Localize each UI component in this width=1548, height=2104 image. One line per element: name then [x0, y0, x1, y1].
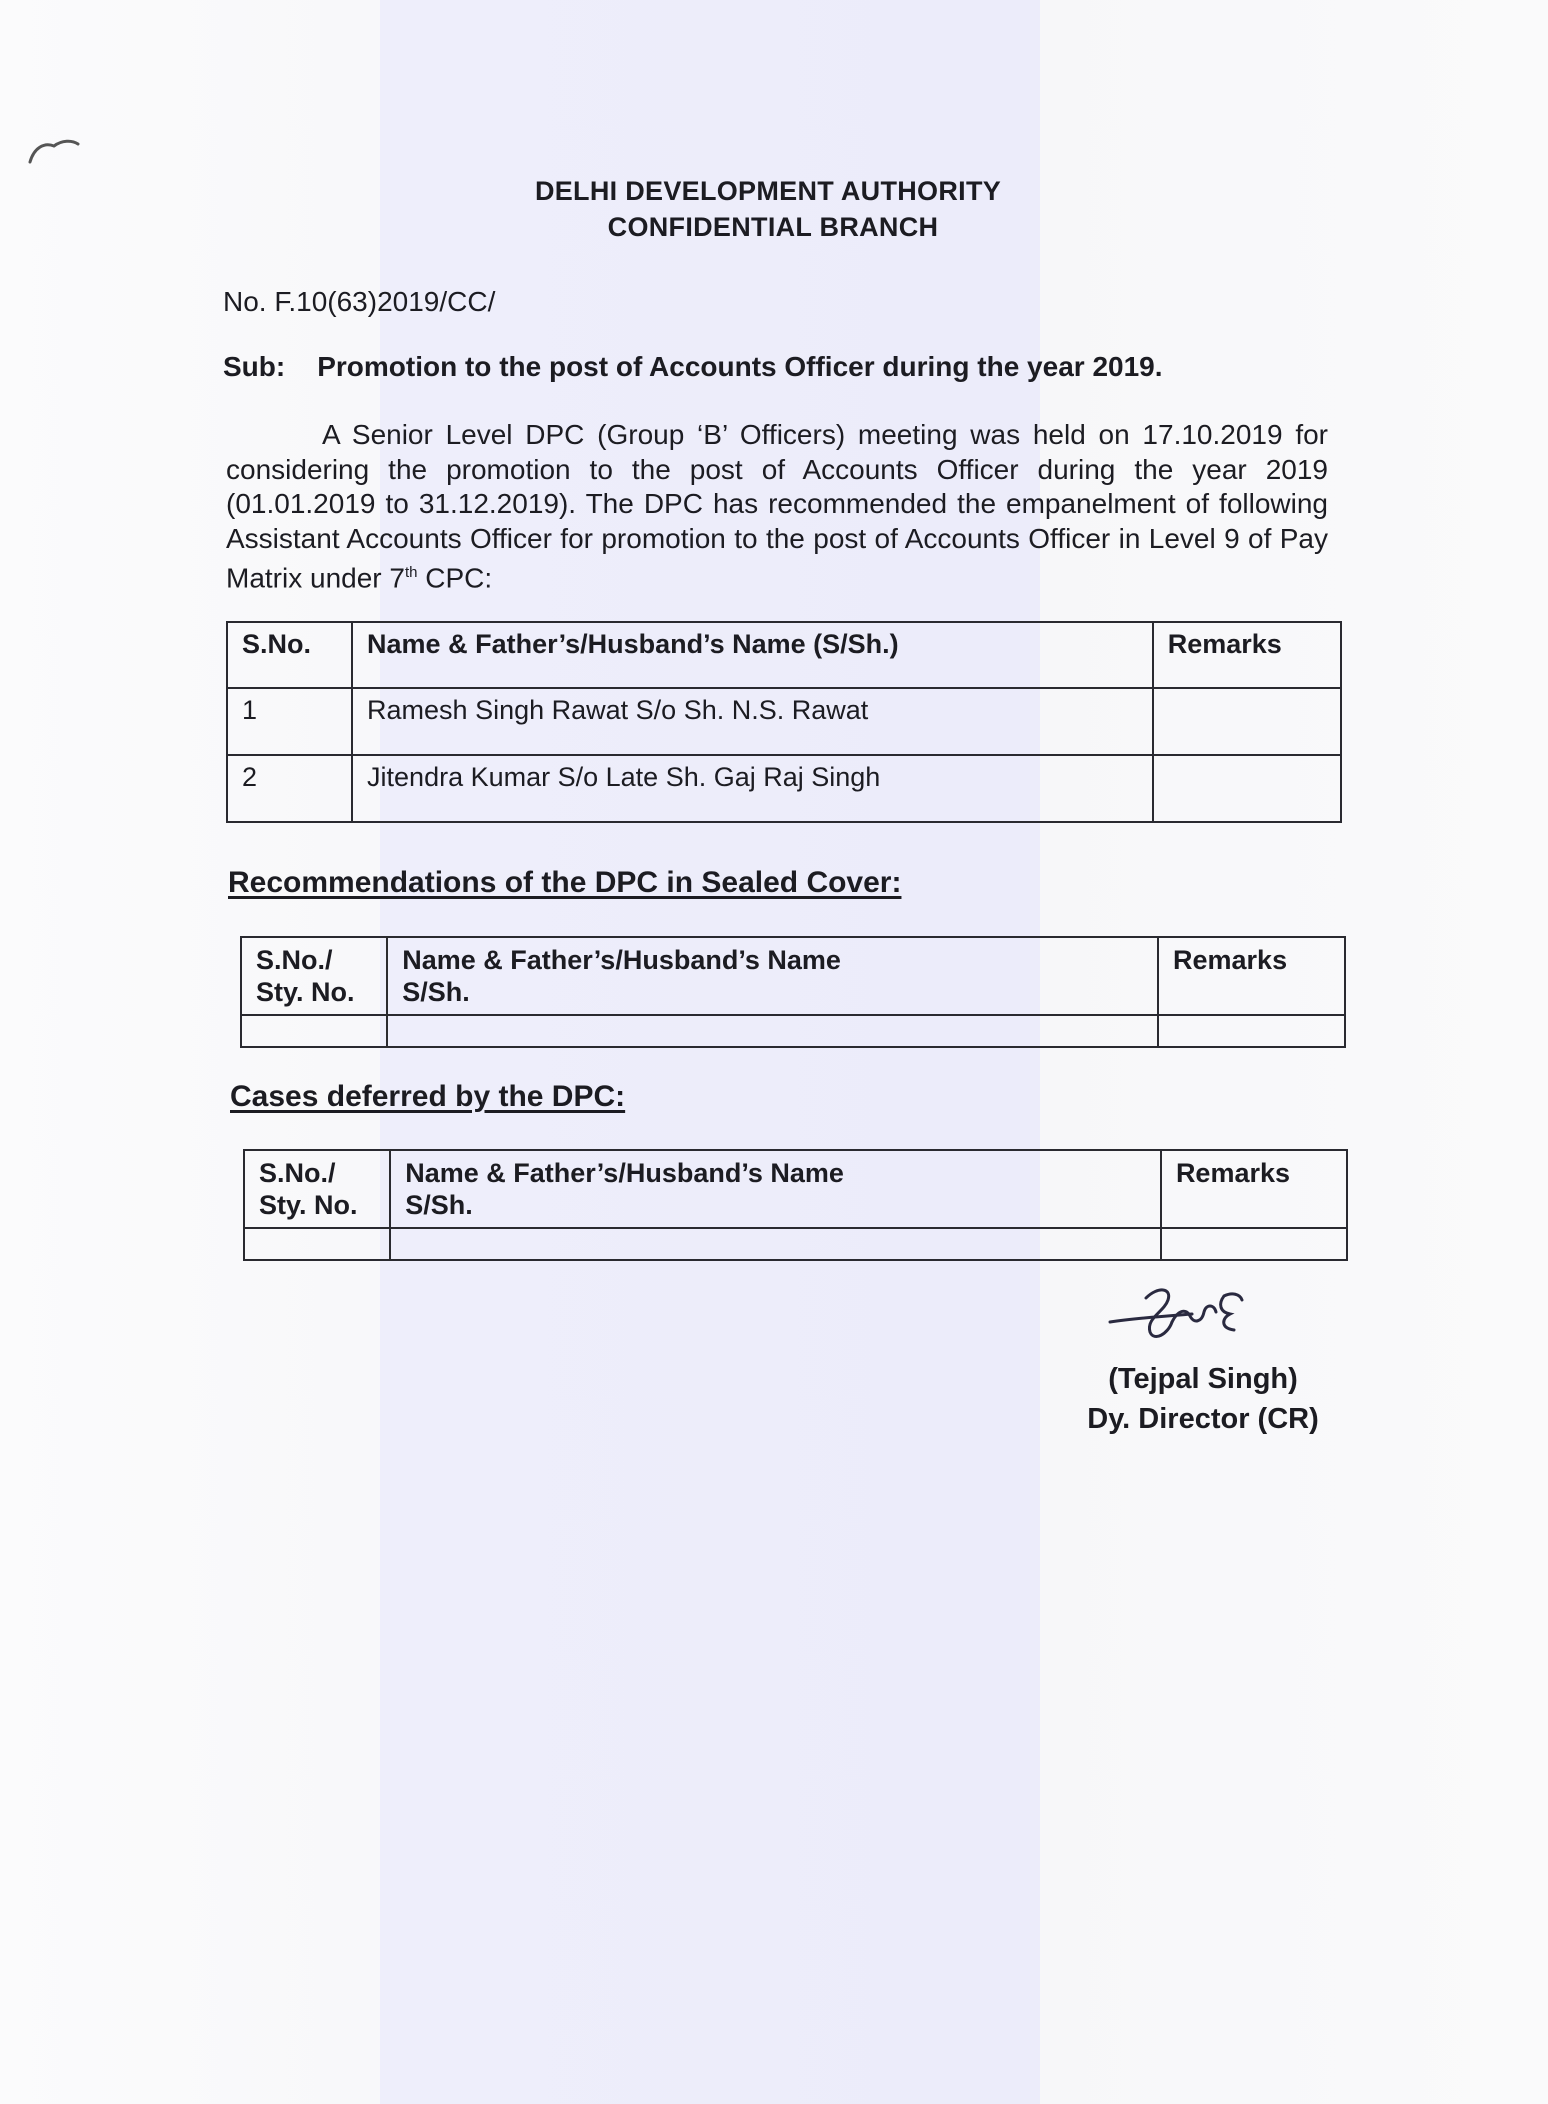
branch-title: CONFIDENTIAL BRANCH	[607, 212, 939, 242]
paragraph-superscript: th	[404, 564, 418, 581]
header-name: Name & Father’s/Husband’s Name (S/Sh.)	[352, 622, 1153, 688]
header-remarks: Remarks	[1153, 622, 1341, 688]
organization-title: DELHI DEVELOPMENT AUTHORITY	[534, 176, 1002, 206]
row-sno: 2	[227, 755, 352, 822]
table-header-row	[244, 1150, 1347, 1228]
table-row	[244, 1228, 1347, 1260]
subject-line	[223, 351, 1163, 383]
row-name: Ramesh Singh Rawat S/o Sh. N.S. Rawat	[352, 688, 1153, 755]
paragraph-text: A Senior Level DPC (Group ‘B’ Officers) meeting was held on 17.10.2019 for considering the promotion to the post of Accounts Officer during the year 2019 (01.01.2019 to 31.12.2019). The DPC has recommended the empanelment of following Assistant Accounts Officer for promotion to the post of Accounts Officer in Level 9 of Pay Matrix under 7	[226, 419, 1328, 594]
header-remarks: Remarks	[1161, 1150, 1347, 1228]
row-remarks	[1153, 688, 1341, 755]
table-row	[241, 1015, 1345, 1047]
body-paragraph	[226, 418, 1328, 596]
header-name: Name & Father’s/Husband’s Name S/Sh.	[387, 937, 1158, 1015]
empty-cell	[1161, 1228, 1347, 1260]
empty-cell	[390, 1228, 1161, 1260]
table-row	[227, 755, 1341, 822]
empty-cell	[387, 1015, 1158, 1047]
empty-cell	[241, 1015, 387, 1047]
empty-cell	[1158, 1015, 1345, 1047]
table-header-row	[227, 622, 1341, 688]
header-sno: S.No./ Sty. No.	[241, 937, 387, 1015]
header-remarks: Remarks	[1158, 937, 1345, 1015]
sealed-cover-heading: Recommendations of the DPC in Sealed Cover:	[228, 866, 902, 899]
header-sno: S.No.	[227, 622, 352, 688]
promotion-table	[226, 621, 1342, 823]
paragraph-end: CPC:	[417, 562, 493, 594]
signatory-designation: Dy. Director (CR)	[1087, 1403, 1319, 1435]
table-header-row	[241, 937, 1345, 1015]
signature	[1106, 1278, 1266, 1348]
sealed-cover-table	[240, 936, 1346, 1048]
subject-text: Promotion to the post of Accounts Officer during the year 2019.	[317, 351, 1163, 382]
header-sno: S.No./ Sty. No.	[244, 1150, 390, 1228]
row-name: Jitendra Kumar S/o Late Sh. Gaj Raj Singh	[352, 755, 1153, 822]
table-row	[227, 688, 1341, 755]
signatory-name: (Tejpal Singh)	[1108, 1363, 1298, 1395]
empty-cell	[244, 1228, 390, 1260]
subject-label: Sub:	[223, 351, 286, 382]
deferred-table	[243, 1149, 1348, 1261]
header-name: Name & Father’s/Husband’s Name S/Sh.	[390, 1150, 1161, 1228]
row-remarks	[1153, 755, 1341, 822]
deferred-heading: Cases deferred by the DPC:	[230, 1080, 626, 1113]
file-number: No. F.10(63)2019/CC/	[223, 286, 496, 317]
corner-mark	[24, 136, 84, 166]
row-sno: 1	[227, 688, 352, 755]
